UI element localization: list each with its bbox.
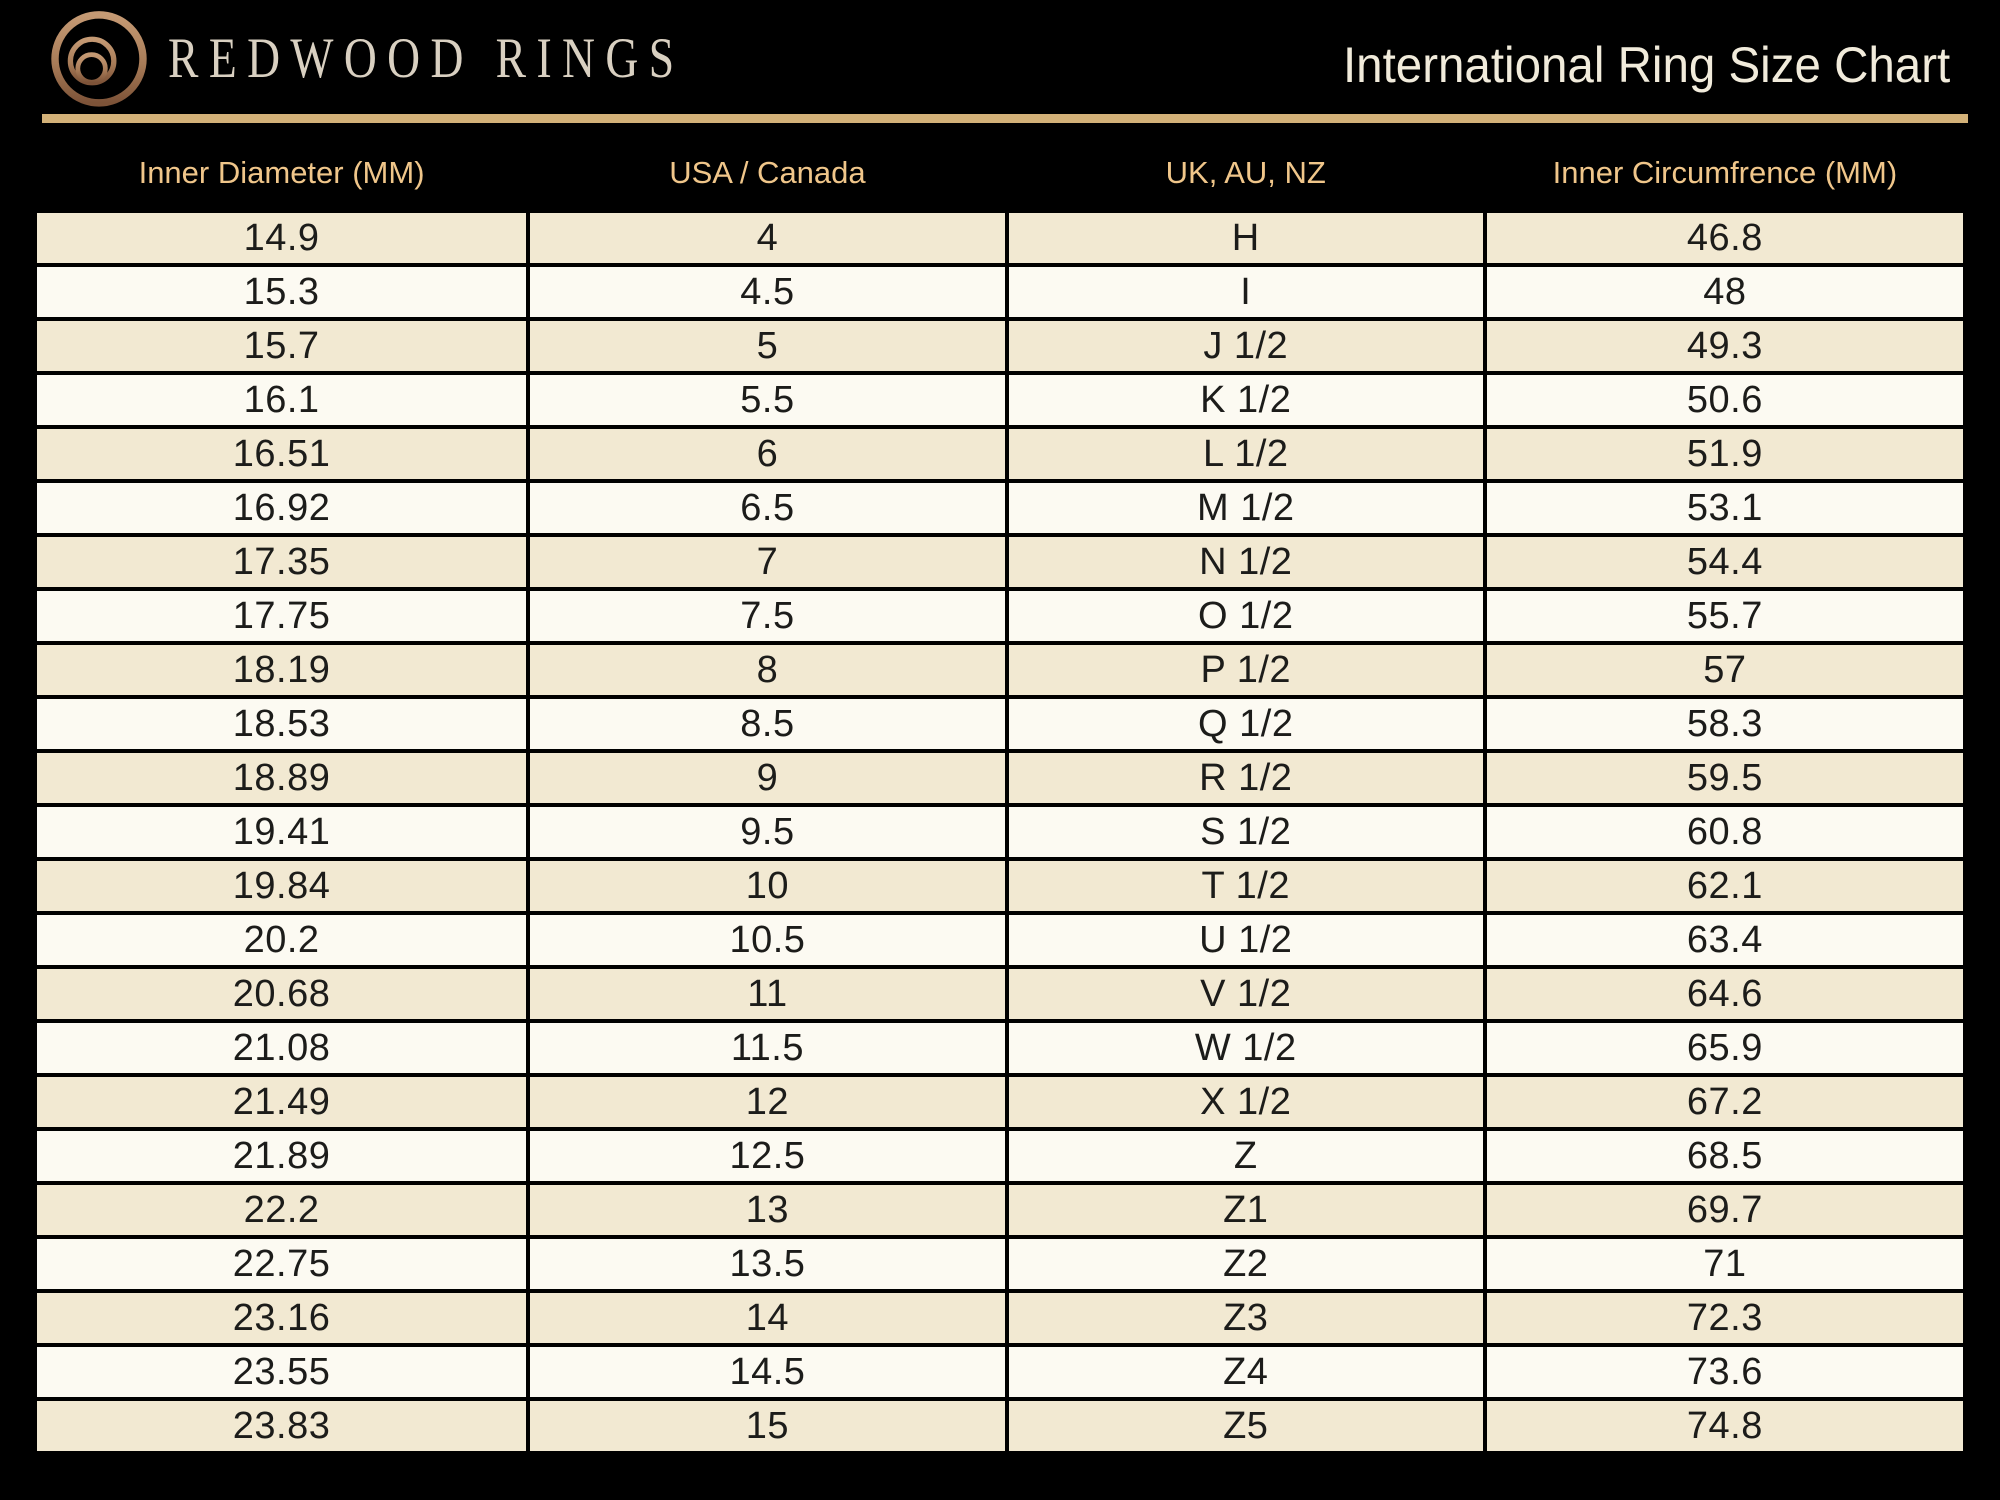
brand-name: REDWOOD RINGS — [168, 27, 685, 90]
table-row — [35, 1399, 1965, 1453]
table-row — [35, 427, 1965, 481]
table-cell: 8.5 — [528, 697, 1007, 751]
table-cell: 20.2 — [35, 913, 528, 967]
table-cell: I — [1007, 265, 1485, 319]
table-cell: 14.5 — [528, 1345, 1007, 1399]
table-cell: 14.9 — [35, 211, 528, 265]
table-row — [35, 319, 1965, 373]
table-cell: 21.89 — [35, 1129, 528, 1183]
table-row — [35, 913, 1965, 967]
table-cell: 15 — [528, 1399, 1007, 1453]
table-cell: 65.9 — [1485, 1021, 1965, 1075]
table-row — [35, 697, 1965, 751]
table-cell: 74.8 — [1485, 1399, 1965, 1453]
table-row — [35, 1183, 1965, 1237]
table-cell: 12 — [528, 1075, 1007, 1129]
table-cell: 50.6 — [1485, 373, 1965, 427]
table-header — [35, 137, 1965, 211]
table-cell: 17.75 — [35, 589, 528, 643]
table-cell: 57 — [1485, 643, 1965, 697]
table-cell: 19.84 — [35, 859, 528, 913]
table-cell: 12.5 — [528, 1129, 1007, 1183]
gold-divider-rule — [42, 114, 1968, 123]
table-cell: 11 — [528, 967, 1007, 1021]
table-cell: 17.35 — [35, 535, 528, 589]
table-cell: 13 — [528, 1183, 1007, 1237]
column-header-usa-canada: USA / Canada — [669, 155, 866, 190]
table-cell: 20.68 — [35, 967, 528, 1021]
table-cell: L 1/2 — [1007, 427, 1485, 481]
table-cell: 54.4 — [1485, 535, 1965, 589]
table-cell: 22.2 — [35, 1183, 528, 1237]
table-cell: 18.19 — [35, 643, 528, 697]
column-header-inner-circumfrence: Inner Circumfrence (MM) — [1552, 155, 1898, 190]
table-cell: 16.1 — [35, 373, 528, 427]
table-cell: 5.5 — [528, 373, 1007, 427]
table-cell: 67.2 — [1485, 1075, 1965, 1129]
table-row — [35, 1075, 1965, 1129]
table-cell: M 1/2 — [1007, 481, 1485, 535]
table-row — [35, 1237, 1965, 1291]
table-cell: V 1/2 — [1007, 967, 1485, 1021]
table-cell: Z1 — [1007, 1183, 1485, 1237]
page-title: International Ring Size Chart — [1342, 37, 1950, 93]
table-cell: 19.41 — [35, 805, 528, 859]
table-cell: 71 — [1485, 1237, 1965, 1291]
table-cell: 4.5 — [528, 265, 1007, 319]
table-cell: 23.55 — [35, 1345, 528, 1399]
table-cell: T 1/2 — [1007, 859, 1485, 913]
table-cell: 15.7 — [35, 319, 528, 373]
table-cell: 9 — [528, 751, 1007, 805]
table-cell: 62.1 — [1485, 859, 1965, 913]
table-cell: 10.5 — [528, 913, 1007, 967]
table-cell: K 1/2 — [1007, 373, 1485, 427]
size-table-body — [35, 211, 1965, 1453]
table-cell: 58.3 — [1485, 697, 1965, 751]
table-cell: 18.53 — [35, 697, 528, 751]
table-row — [35, 481, 1965, 535]
table-cell: 10 — [528, 859, 1007, 913]
table-cell: 15.3 — [35, 265, 528, 319]
table-cell: 7 — [528, 535, 1007, 589]
column-header-inner-diameter: Inner Diameter (MM) — [138, 155, 425, 190]
table-cell: 53.1 — [1485, 481, 1965, 535]
table-cell: Z5 — [1007, 1399, 1485, 1453]
table-row — [35, 211, 1965, 265]
table-row — [35, 1345, 1965, 1399]
table-row — [35, 265, 1965, 319]
table-cell: 60.8 — [1485, 805, 1965, 859]
table-cell: 51.9 — [1485, 427, 1965, 481]
table-cell: N 1/2 — [1007, 535, 1485, 589]
table-cell: Z4 — [1007, 1345, 1485, 1399]
table-row — [35, 535, 1965, 589]
table-cell: 4 — [528, 211, 1007, 265]
table-row — [35, 1291, 1965, 1345]
table-cell: P 1/2 — [1007, 643, 1485, 697]
table-cell: 9.5 — [528, 805, 1007, 859]
table-cell: R 1/2 — [1007, 751, 1485, 805]
table-cell: 16.51 — [35, 427, 528, 481]
table-cell: Z3 — [1007, 1291, 1485, 1345]
table-cell: 8 — [528, 643, 1007, 697]
table-cell: 68.5 — [1485, 1129, 1965, 1183]
table-cell: 13.5 — [528, 1237, 1007, 1291]
table-row — [35, 1021, 1965, 1075]
table-cell: 23.16 — [35, 1291, 528, 1345]
table-cell: H — [1007, 211, 1485, 265]
table-cell: 7.5 — [528, 589, 1007, 643]
table-cell: 23.83 — [35, 1399, 528, 1453]
table-cell: 22.75 — [35, 1237, 528, 1291]
table-cell: 6 — [528, 427, 1007, 481]
table-cell: O 1/2 — [1007, 589, 1485, 643]
table-cell: X 1/2 — [1007, 1075, 1485, 1129]
ring-size-table — [33, 137, 1967, 1455]
table-cell: 59.5 — [1485, 751, 1965, 805]
table-row — [35, 751, 1965, 805]
table-cell: Z2 — [1007, 1237, 1485, 1291]
table-cell: Q 1/2 — [1007, 697, 1485, 751]
table-cell: 14 — [528, 1291, 1007, 1345]
table-cell: 18.89 — [35, 751, 528, 805]
table-cell: J 1/2 — [1007, 319, 1485, 373]
table-row — [35, 805, 1965, 859]
table-cell: U 1/2 — [1007, 913, 1485, 967]
column-header-uk-au-nz: UK, AU, NZ — [1165, 155, 1326, 190]
table-cell: W 1/2 — [1007, 1021, 1485, 1075]
table-cell: 49.3 — [1485, 319, 1965, 373]
table-cell: S 1/2 — [1007, 805, 1485, 859]
table-row — [35, 589, 1965, 643]
table-row — [35, 643, 1965, 697]
table-cell: 69.7 — [1485, 1183, 1965, 1237]
tree-rings-icon — [46, 8, 152, 114]
table-cell: 64.6 — [1485, 967, 1965, 1021]
table-header-row — [35, 137, 1965, 211]
table-cell: 16.92 — [35, 481, 528, 535]
table-cell: 46.8 — [1485, 211, 1965, 265]
table-cell: 6.5 — [528, 481, 1007, 535]
table-row — [35, 373, 1965, 427]
table-row — [35, 859, 1965, 913]
table-cell: 21.49 — [35, 1075, 528, 1129]
table-cell: 73.6 — [1485, 1345, 1965, 1399]
table-cell: 55.7 — [1485, 589, 1965, 643]
table-row — [35, 967, 1965, 1021]
table-cell: 21.08 — [35, 1021, 528, 1075]
table-cell: 72.3 — [1485, 1291, 1965, 1345]
table-row — [35, 1129, 1965, 1183]
table-cell: 11.5 — [528, 1021, 1007, 1075]
table-cell: 5 — [528, 319, 1007, 373]
table-cell: 63.4 — [1485, 913, 1965, 967]
table-cell: 48 — [1485, 265, 1965, 319]
table-cell: Z — [1007, 1129, 1485, 1183]
